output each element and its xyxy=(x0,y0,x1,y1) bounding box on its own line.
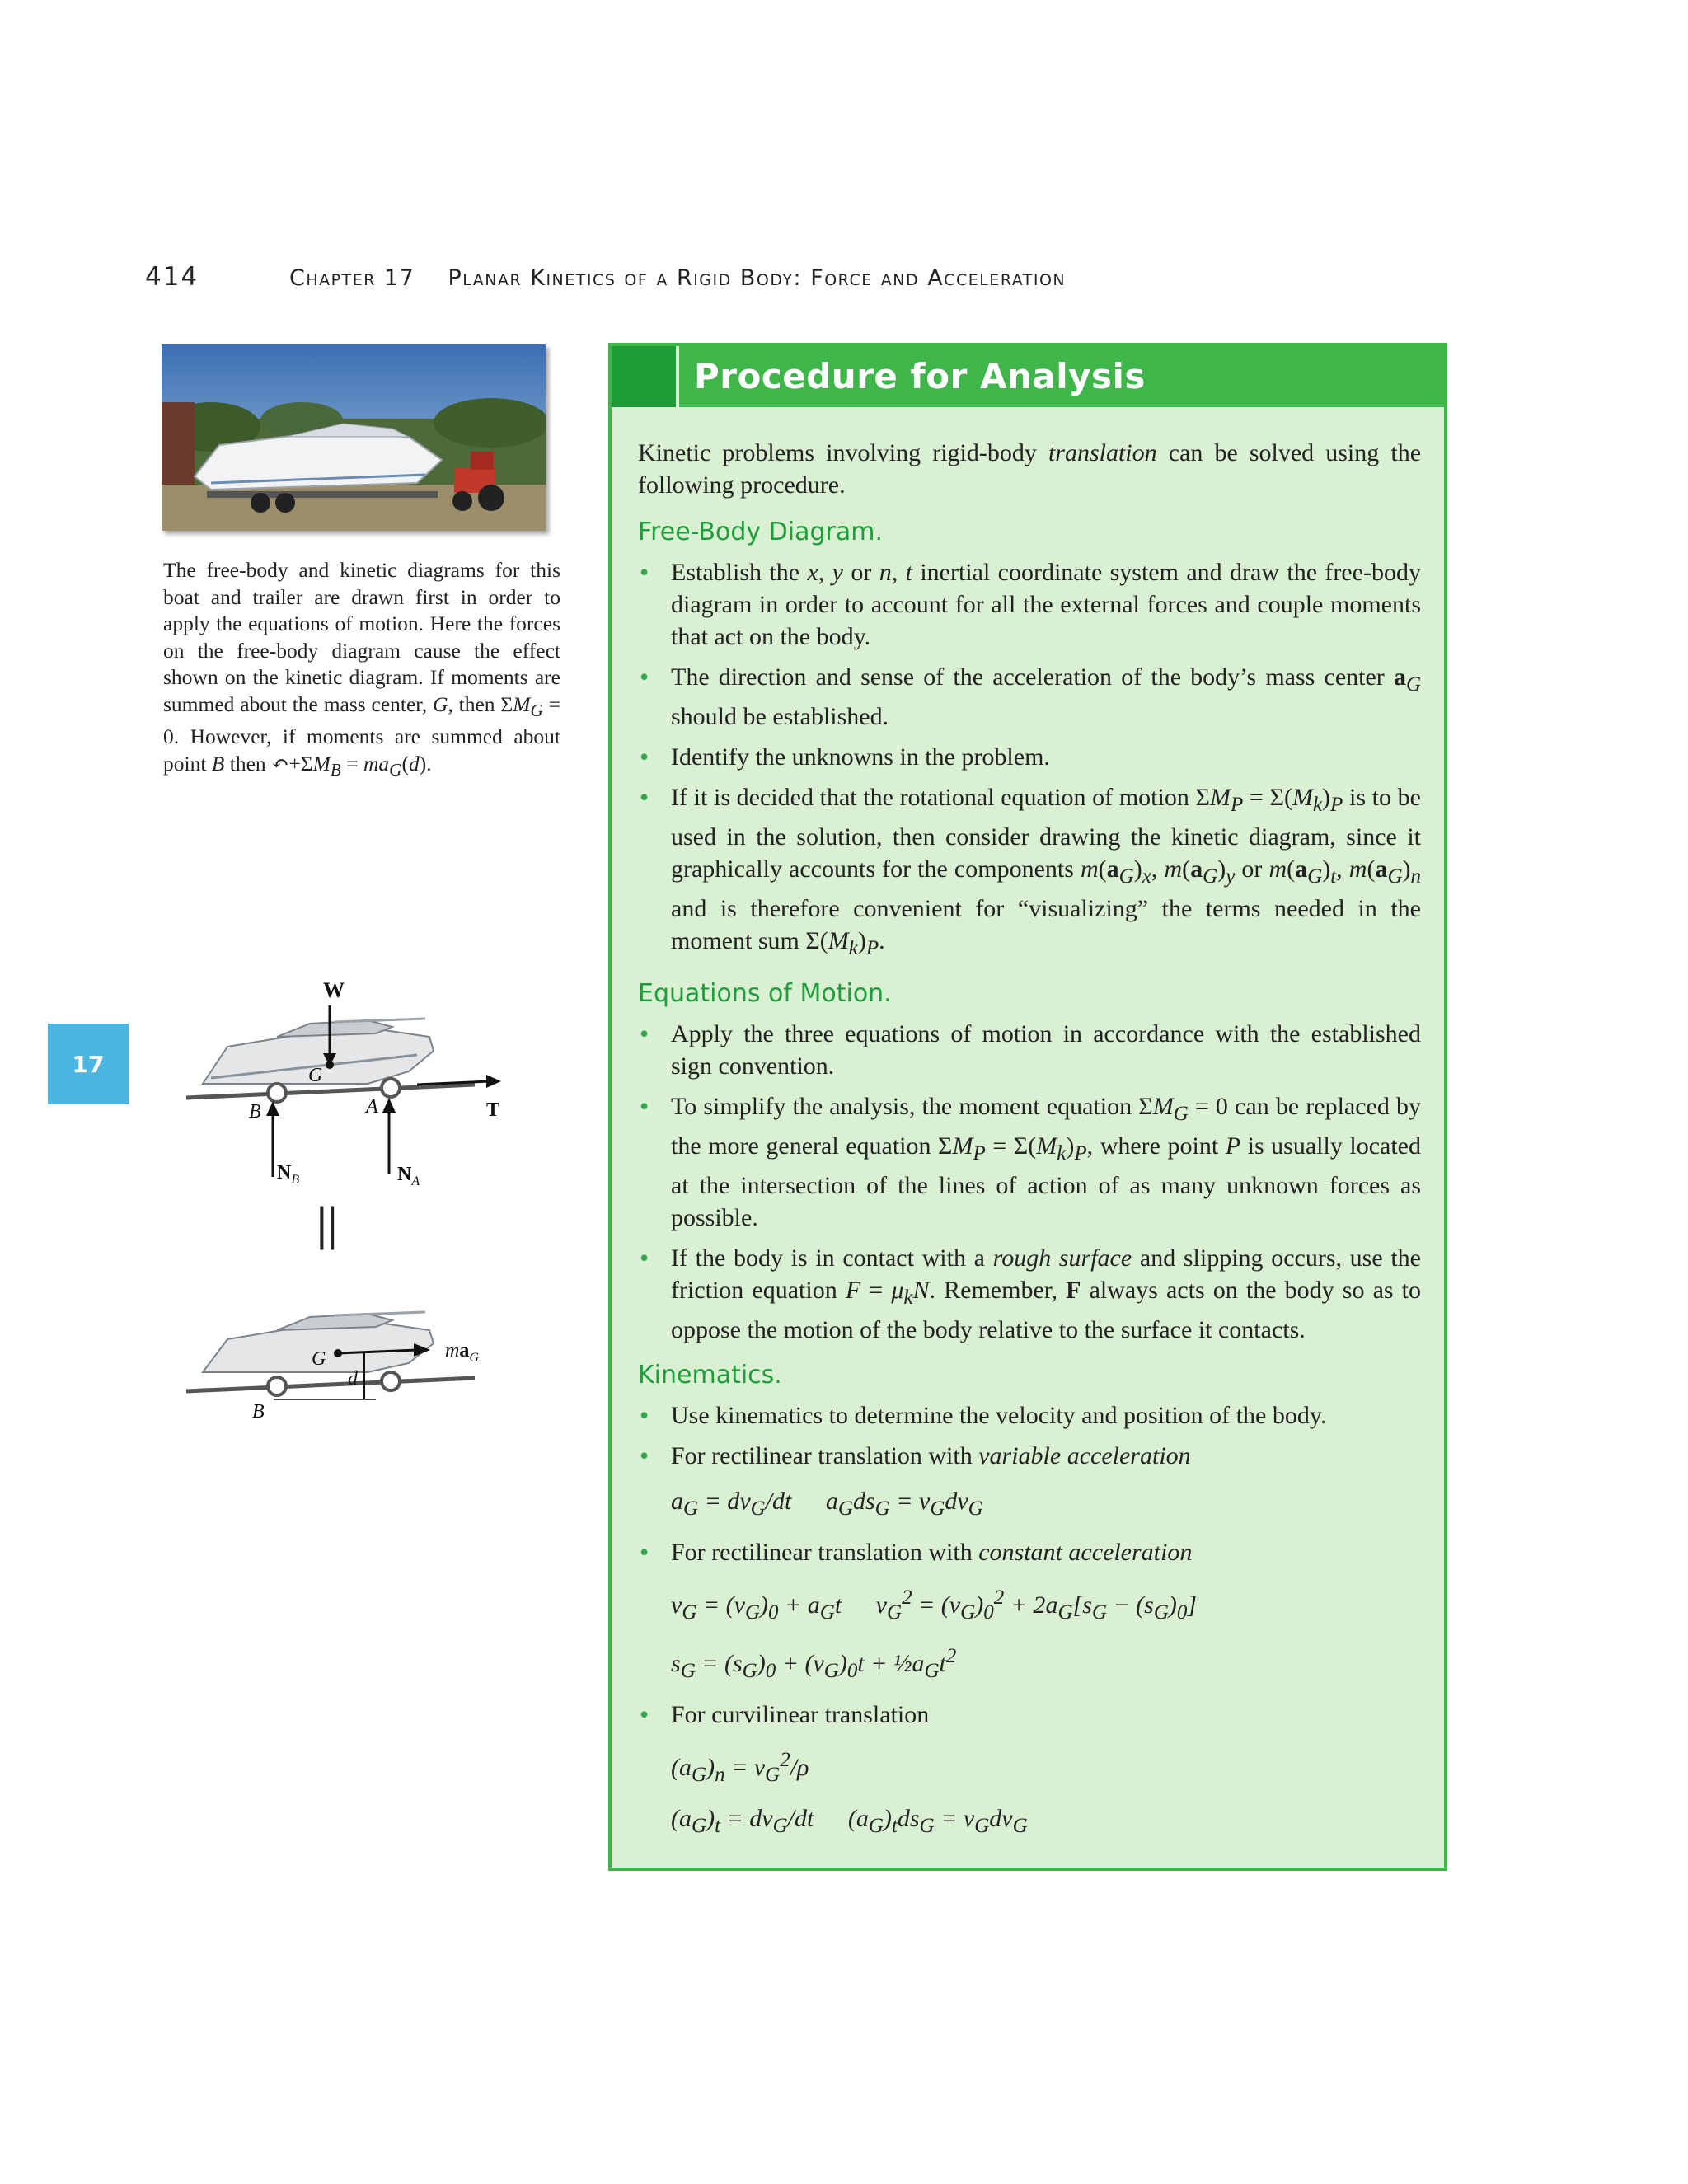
list-item: • Establish the x, y or n, t inertial coordinate system and draw the free-body diagram in order to account for all the external forces and couple moments that act on the body. xyxy=(640,557,1422,650)
equals-sign: || xyxy=(316,1197,338,1250)
figure-caption: The free-body and kinetic diagrams for this boat and trailer are drawn first in order to apply the equations of motion. Here the forces on the free-body diagram cause the effect shown on the kinetic diagram. If moments are summed about the mass center, G, then $\Sigma M_G = 0$. However, if moments are summed about point B then $↶+\Sigma M_B = ma_G(d)$. xyxy=(163,558,561,780)
eom-list xyxy=(638,1018,1421,1346)
label-a: A xyxy=(366,1096,378,1118)
procedure-header xyxy=(612,346,1444,407)
header-accent xyxy=(612,346,676,407)
free-body-diagram xyxy=(178,972,557,1253)
running-head xyxy=(289,265,1066,291)
header-divider xyxy=(676,346,679,407)
label-t: T xyxy=(486,1099,500,1121)
chapter-tab: 17 xyxy=(48,1024,129,1104)
procedure-body xyxy=(638,437,1421,1854)
list-item: • For curvilinear translation xyxy=(640,1699,930,1729)
label-na: $N_A$ xyxy=(397,1164,420,1188)
kinematics-list xyxy=(638,1399,1421,1472)
list-item: • To simplify the analysis, the moment equation $\Sigma M_G = 0$ can be replaced by the more general equation $\Sigma M_P = \Sigma(M_k)_P$, where point P is usually located at the intersection of the lines of action of as many unknown forces as possible. xyxy=(640,1091,1421,1231)
list-item: • The direction and sense of the acceleration of the body’s mass center $a_G$ should be established. xyxy=(640,662,1421,730)
list-item: • If it is decided that the rotational equation of motion $\Sigma M_P = \Sigma(M_k)_P$ is to be used in the solution, then consider drawing the kinetic diagram, since it graphically accounts for the components $m(a_G)_x$, $m(a_G)_y$ or $m(a_G)_t$, $m(a_G)_n$ and is therefore convenient for “visualizing” the terms needed in the moment sum $\Sigma(M_k)_P$. xyxy=(640,782,1422,959)
kd-label-b: B xyxy=(252,1401,265,1422)
procedure-box xyxy=(608,343,1447,1871)
kinematics-list-3 xyxy=(638,1699,1421,1731)
kd-label-g: G xyxy=(312,1348,326,1370)
procedure-title: Procedure for Analysis xyxy=(694,356,1146,396)
equation-constant-1: $v_G = (v_G)_0 + a_Gt$ $v_G^2 = (v_G)_0^2 + 2a_G[s_G - (s_G)_0]$ xyxy=(671,1586,1198,1624)
list-item: • For rectilinear translation with constant acceleration xyxy=(640,1537,1193,1567)
label-g: G xyxy=(308,1065,323,1086)
chapter-title: Planar Kinetics of a Rigid Body: Force and Acceleration xyxy=(448,265,1067,291)
section-heading-kinematics: Kinematics. xyxy=(638,1361,782,1390)
equation-variable: $a_G = dv_G/dt$ $a_Gds_G = v_Gdv_G$ xyxy=(671,1488,983,1520)
kd-label-mag: $ma_G$ xyxy=(445,1340,479,1365)
label-nb: $N_B$ xyxy=(277,1162,300,1187)
fbd-list xyxy=(638,556,1421,964)
kinematics-list-2 xyxy=(638,1536,1421,1568)
equation-curvilinear-2: $(a_G)_t = dv_G/dt$ $(a_G)_tds_G = v_Gdv_G$ xyxy=(671,1805,1028,1837)
page-number: 414 xyxy=(145,262,199,292)
section-heading-eom: Equations of Motion. xyxy=(638,979,892,1008)
equation-curvilinear-1: $(a_G)_n = v_G^2/\rho$ xyxy=(671,1749,809,1786)
list-item: • Apply the three equations of motion in accordance with the established sign convention. xyxy=(640,1019,1421,1080)
equation-constant-2: $s_G = (s_G)_0 + (v_G)_0t$ + $\frac{1}{2}a_Gt^2$ xyxy=(671,1645,957,1682)
kinetic-diagram xyxy=(178,1294,524,1434)
chapter-label: Chapter 17 xyxy=(289,265,415,291)
list-item: • For rectilinear translation with variable acceleration xyxy=(640,1441,1191,1470)
list-item: • Identify the unknowns in the problem. xyxy=(640,742,1050,771)
list-item: • If the body is in contact with a rough surface and slipping occurs, use the friction equation $F = \mu_kN$. Remember, F always acts on the body so as to oppose the motion of the body relative to the surface it contacts. xyxy=(640,1243,1422,1343)
list-item: • Use kinematics to determine the velocity and position of the body. xyxy=(640,1400,1327,1430)
label-b: B xyxy=(249,1101,261,1122)
kd-label-d: d xyxy=(348,1368,358,1390)
label-w: W xyxy=(323,978,345,1002)
procedure-intro: Kinetic problems involving rigid-body translation can be solved using the following procedure. xyxy=(638,439,1422,499)
section-heading-fbd: Free-Body Diagram. xyxy=(638,518,884,546)
boat-photo xyxy=(162,344,546,531)
